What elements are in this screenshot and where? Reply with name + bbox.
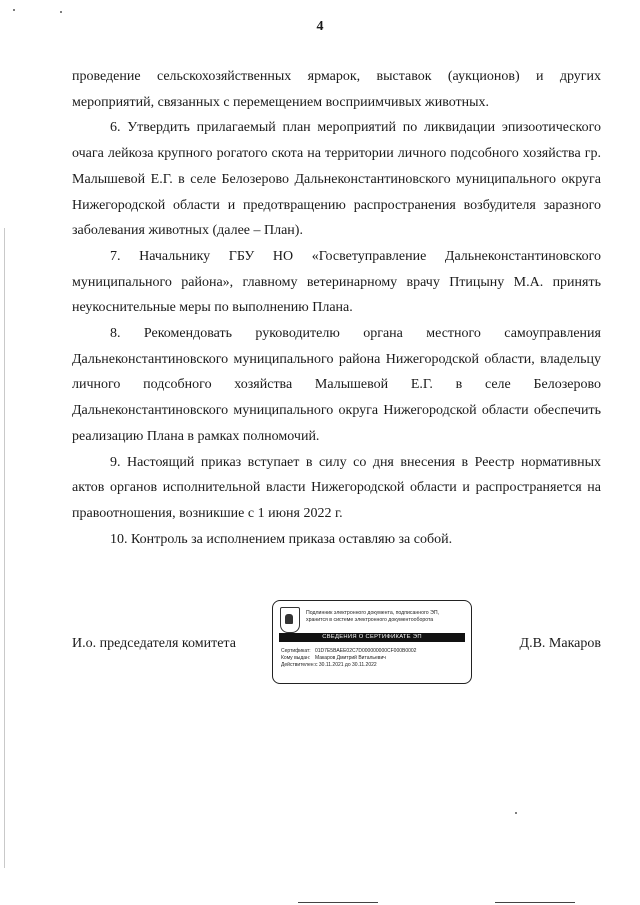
paragraph-10: 10. Контроль за исполнением приказа оставляю за собой.	[110, 531, 453, 547]
stamp-issued-value: Макаров Дмитрий Витальевич	[315, 654, 386, 661]
paragraph-7: 7. Начальнику ГБУ НО «Госветуправление Дальнеконстантиновского муниципального района», главному ветеринарному врачу Птицыну М.А. принять неукоснительные меры по выполнению Плана.	[72, 248, 601, 316]
stamp-valid-value: с 30.11.2021 до 30.11.2022	[315, 661, 377, 668]
paragraph-8: 8. Рекомендовать руководителю органа местного самоуправления Дальнеконстантиновского муниципального района Нижегородской области, владельцу личного подсобного хозяйства Малышевой Е.Г. в селе Белозерово Дальнеконстантиновского муниципального округа Нижегородской области обеспечить реализацию Плана в рамках полномочий.	[72, 326, 601, 444]
stamp-issued-label: Кому выдан:	[281, 654, 311, 661]
paragraph-9: 9. Настоящий приказ вступает в силу со дня внесения в Реестр нормативных актов органов исполнительной власти Нижегородской области и распространяется на правоотношения, возникшие с 1 июня 2022 г.	[72, 454, 601, 521]
stamp-cert-label: Сертификат:	[281, 648, 311, 654]
stamp-cert-value: 01D7E5BAEE02C7D000000000CF000B0002	[315, 648, 417, 654]
stamp-issued-row	[281, 655, 416, 662]
paragraph-continuation: проведение сельскохозяйственных ярмарок, выставок (аукционов) и других мероприятий, связанных с перемещением восприимчивых животных.	[72, 69, 601, 110]
stamp-note-line2: хранится в системе электронного документооборота	[306, 617, 434, 623]
scan-edge-line	[4, 228, 5, 868]
electronic-signature-stamp	[272, 600, 472, 684]
scan-speck	[60, 11, 62, 13]
bottom-rule-right	[495, 902, 575, 903]
stamp-valid-label: Действителен:	[281, 661, 315, 668]
stamp-banner: СВЕДЕНИЯ О СЕРТИФИКАТЕ ЭП	[279, 633, 465, 642]
bottom-rule-left	[298, 902, 378, 903]
document-body	[72, 64, 601, 552]
stamp-note-line1: Подлинник электронного документа, подписанного ЭП,	[306, 610, 440, 616]
page-number: 4	[316, 19, 324, 34]
scan-speck	[13, 9, 15, 11]
paragraph-6: 6. Утвердить прилагаемый план мероприятий по ликвидации эпизоотического очага лейкоза крупного рогатого скота на территории личного подсобного хозяйства гр. Малышевой Е.Г. в селе Белозерово Дальнеконстантиновского муниципального округа Нижегородской области и предотвращению распространения возбудителя заразного заболевания животных (далее – План).	[72, 120, 601, 239]
stamp-cert-row	[281, 648, 416, 655]
signatory-position: И.о. председателя комитета	[72, 636, 236, 651]
stamp-details	[281, 648, 416, 668]
stamp-valid-row	[281, 662, 416, 669]
coat-of-arms-icon	[280, 607, 300, 633]
signatory-name: Д.В. Макаров	[519, 636, 601, 651]
scan-speck	[515, 812, 517, 814]
